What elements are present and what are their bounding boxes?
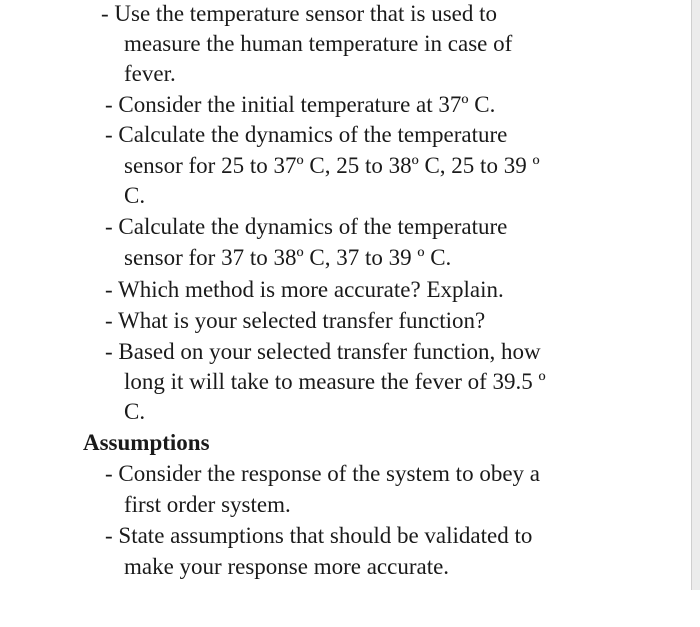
task-line: C.: [124, 399, 146, 424]
task-line: measure the human temperature in case of: [124, 31, 513, 56]
task-line: - Which method is more accurate? Explain.: [105, 277, 504, 302]
task-line: - Calculate the dynamics of the temperature: [105, 122, 508, 147]
assumption-line: - State assumptions that should be validated to: [105, 523, 533, 548]
task-line: - Based on your selected transfer function, how: [105, 339, 541, 364]
assumption-line: make your response more accurate.: [124, 554, 450, 579]
assumption-line: first order system.: [124, 492, 291, 517]
task-line: sensor for 25 to 37º C, 25 to 38º C, 25 to 39 º: [124, 153, 540, 178]
assumption-line: - Consider the response of the system to obey a: [105, 461, 540, 486]
task-line: C.: [124, 183, 146, 208]
scrollbar[interactable]: [691, 0, 700, 590]
task-line: long it will take to measure the fever of 39.5 º: [124, 369, 546, 394]
task-line: sensor for 37 to 38º C, 37 to 39 º C.: [124, 245, 452, 270]
task-line: - What is your selected transfer function?: [105, 308, 486, 333]
task-line: - Calculate the dynamics of the temperature: [105, 214, 508, 239]
assumptions-heading: Assumptions: [83, 430, 210, 455]
task-line: - Consider the initial temperature at 37º C.: [105, 92, 496, 117]
task-line: fever.: [124, 61, 176, 86]
task-line: - Use the temperature sensor that is used to: [101, 1, 497, 26]
